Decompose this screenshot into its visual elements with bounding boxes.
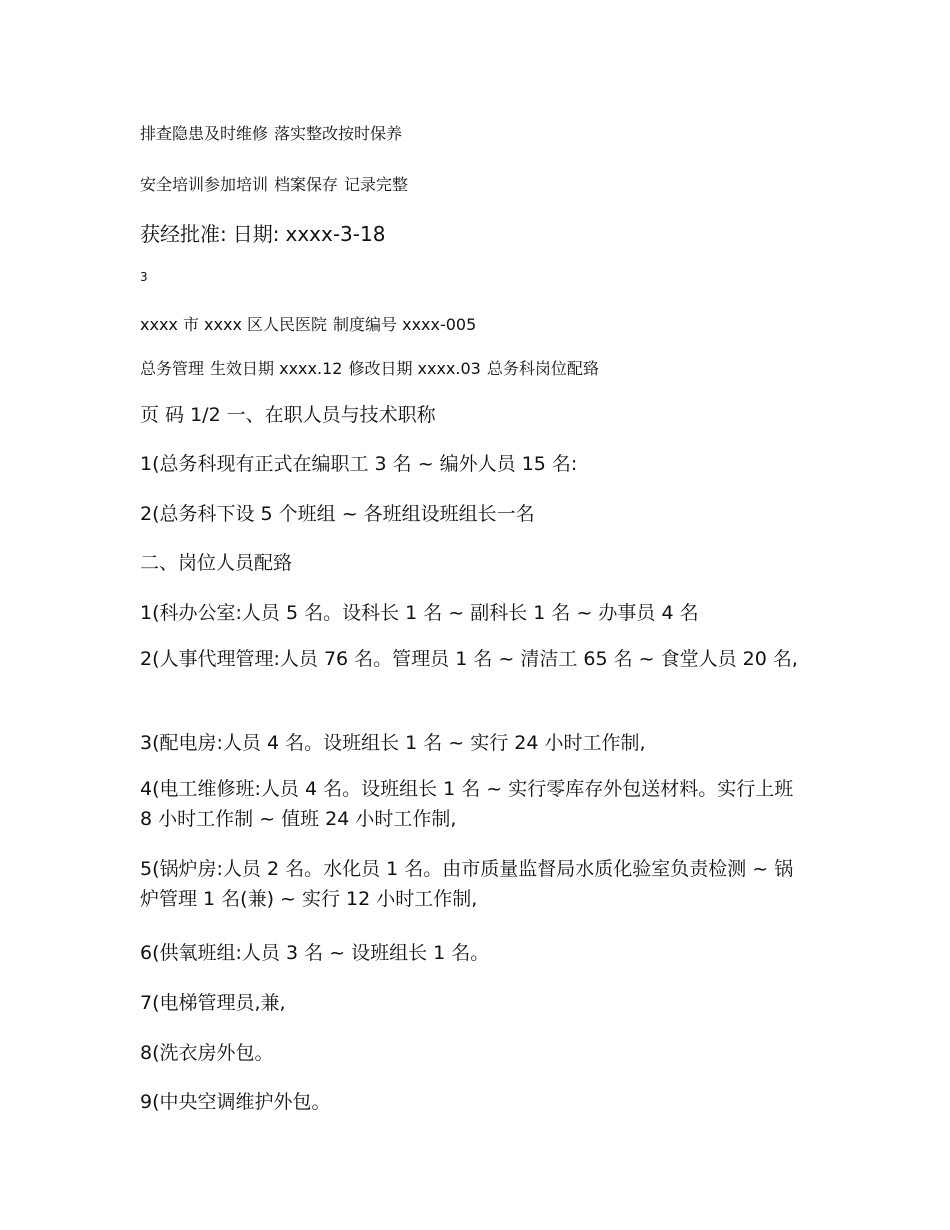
list-item: 9(中央空调维护外包。 <box>140 1091 331 1113</box>
page-number: 3 <box>140 270 148 284</box>
approval-label: 获经批准: <box>140 222 227 246</box>
page-code-line <box>140 400 436 427</box>
header-line-1 <box>140 121 402 144</box>
list-item: 1(科办公室:人员 5 名。设科长 1 名 ~ 副科长 1 名 ~ 办事员 4 名 <box>140 602 699 624</box>
list-item: 2(人事代理管理:人员 76 名。管理员 1 名 ~ 清洁工 65 名 ~ 食堂人员 20 名, <box>140 648 798 670</box>
date-value: xxxx-3-18 <box>285 222 386 246</box>
effective-date: 生效日期 xxxx.12 <box>210 359 343 378</box>
meta-line-1 <box>140 312 476 335</box>
list-item: 6(供氧班组:人员 3 名 ~ 设班组长 1 名。 <box>140 942 490 964</box>
header-line-2 <box>140 172 408 195</box>
page-code: 页 码 1/2 <box>140 404 221 426</box>
paragraph-2: 2(总务科下设 5 个班组 ~ 各班组设班组长一名 <box>140 503 535 525</box>
date-label: 日期: <box>232 222 280 246</box>
list-item: 5(锅炉房:人员 2 名。水化员 1 名。由市质量监督局水质化验室负责检测 ~ 锅炉管理 1 名(兼) ~ 实行 12 小时工作制, <box>140 858 794 910</box>
header-line-2-part-c: 记录完整 <box>344 175 409 194</box>
list-item: 8(洗衣房外包。 <box>140 1042 274 1064</box>
list-item: 4(电工维修班:人员 4 名。设班组长 1 名 ~ 实行零库存外包送材料。实行上班 8 小时工作制 ~ 值班 24 小时工作制, <box>140 778 794 830</box>
section-2-title: 二、岗位人员配臵 <box>140 552 293 574</box>
header-line-1-part-b: 落实整改按时保养 <box>274 124 403 143</box>
hospital-name: xxxx 市 xxxx 区人民医院 <box>140 315 328 334</box>
section-1-title: 一、在职人员与技术职称 <box>226 404 436 426</box>
department: 总务管理 <box>140 359 205 378</box>
paragraph-1: 1(总务科现有正式在编职工 3 名 ~ 编外人员 15 名: <box>140 453 578 475</box>
modified-date: 修改日期 xxxx.03 <box>348 359 481 378</box>
meta-line-2 <box>140 356 599 379</box>
doc-title: 总务科岗位配臵 <box>486 359 599 378</box>
list-item: 7(电梯管理员,兼, <box>140 992 286 1014</box>
list-item: 3(配电房:人员 4 名。设班组长 1 名 ~ 实行 24 小时工作制, <box>140 732 646 754</box>
approval-line <box>140 218 385 247</box>
header-line-1-part-a: 排查隐患及时维修 <box>140 124 269 143</box>
header-line-2-part-a: 安全培训参加培训 <box>140 175 269 194</box>
doc-number: 制度编号 xxxx-005 <box>333 315 477 334</box>
header-line-2-part-b: 档案保存 <box>274 175 339 194</box>
